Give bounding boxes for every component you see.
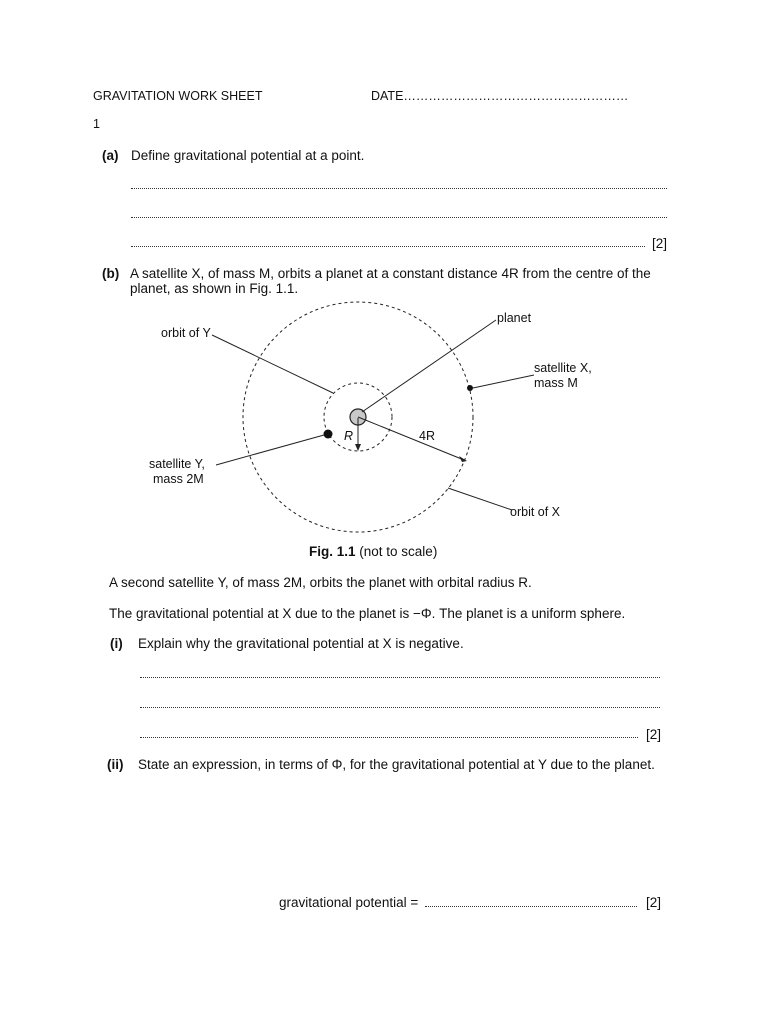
leader-orbit-y (212, 335, 333, 393)
part-b-text-line2: planet, as shown in Fig. 1.1. (130, 281, 299, 296)
answer-line-ii (425, 906, 637, 907)
answer-line-i1 (140, 677, 660, 678)
part-b-text-line1: A satellite X, of mass M, orbits a planet at a constant distance 4R from the centre of the (130, 266, 651, 281)
radius-4r-arrowhead (459, 456, 467, 462)
label-orbit-y: orbit of Y (161, 326, 211, 340)
answer-line-i3 (140, 737, 638, 738)
leader-orbit-x (448, 488, 512, 510)
part-a-label: (a) (102, 148, 119, 163)
part-a-marks: [2] (652, 236, 668, 251)
leader-satellite-y (216, 435, 324, 465)
label-satellite-x-line2: mass M (534, 376, 578, 390)
label-planet: planet (497, 311, 532, 325)
figure-caption-number: Fig. 1.1 (309, 544, 356, 559)
question-number: 1 (93, 117, 100, 131)
part-i-label: (i) (110, 636, 123, 651)
part-ii-question: State an expression, in terms of Φ, for the gravitational potential at Y due to the planet. (138, 757, 655, 772)
leader-planet (362, 320, 496, 412)
worksheet-title: GRAVITATION WORK SHEET (93, 89, 263, 103)
answer-line-i2 (140, 707, 660, 708)
radius-r-arrowhead (355, 444, 361, 451)
radius-4r-line (358, 417, 464, 460)
part-ii-marks: [2] (646, 895, 662, 910)
leader-satellite-x (473, 375, 534, 388)
label-satellite-x-line1: satellite X, (534, 361, 592, 375)
part-i-marks: [2] (646, 727, 662, 742)
statement-potential-x: The gravitational potential at X due to the planet is −Φ. The planet is a uniform sphere. (109, 606, 626, 621)
part-ii-label: (ii) (107, 757, 124, 772)
figure-caption (309, 544, 437, 559)
figure-caption-note: (not to scale) (359, 544, 438, 559)
label-satellite-y-line2: mass 2M (153, 472, 204, 486)
part-a-question: Define gravitational potential at a point. (131, 148, 365, 163)
label-satellite-y-line1: satellite Y, (149, 457, 205, 471)
part-b-label: (b) (102, 266, 120, 281)
answer-line-a1 (131, 188, 667, 189)
date-field-label: DATE……………………………………………… (371, 89, 629, 103)
label-orbit-x: orbit of X (510, 505, 561, 519)
part-i-question: Explain why the gravitational potential at X is negative. (138, 636, 464, 651)
label-radius-r: R (344, 429, 354, 443)
part-ii-answer-label: gravitational potential = (279, 895, 419, 910)
satellite-y-dot (324, 430, 333, 439)
label-radius-4r: 4R (419, 429, 435, 443)
answer-line-a3 (131, 246, 645, 247)
statement-satellite-y: A second satellite Y, of mass 2M, orbits the planet with orbital radius R. (109, 575, 532, 590)
satellite-x-dot (467, 385, 473, 391)
answer-line-a2 (131, 217, 667, 218)
